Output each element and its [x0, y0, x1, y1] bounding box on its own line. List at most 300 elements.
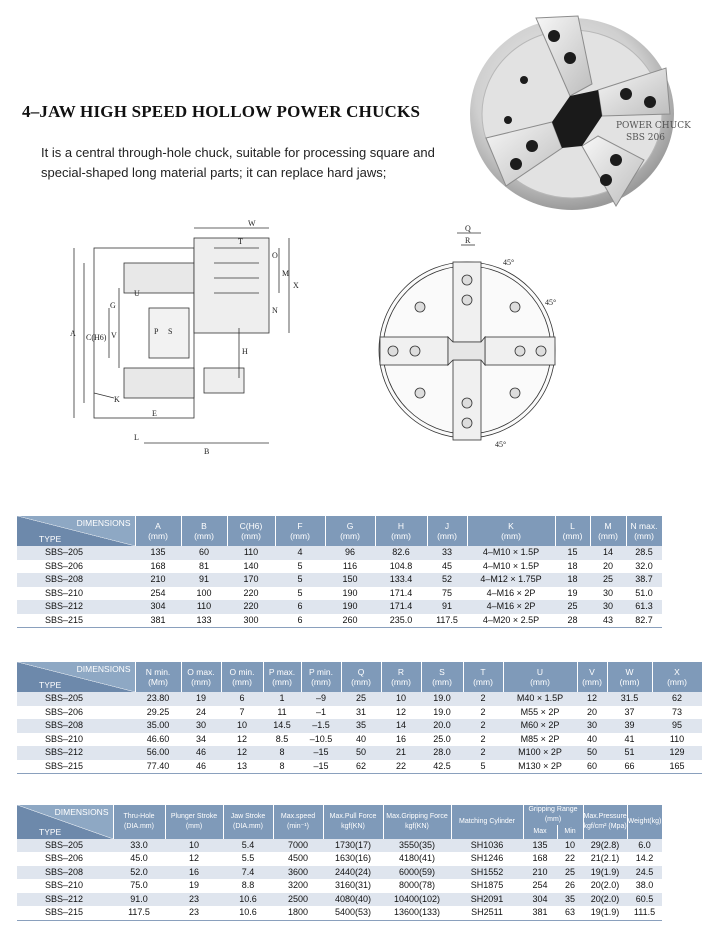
- type-cell: SBS–208: [17, 866, 113, 880]
- table-cell: 62: [341, 760, 381, 774]
- table-cell: 35.00: [135, 719, 181, 733]
- table-cell: 45.0: [113, 852, 165, 866]
- table-cell: SH1875: [451, 879, 523, 893]
- column-header: R (mm): [381, 662, 421, 692]
- table-cell: 165: [652, 760, 702, 774]
- table-cell: 254: [523, 879, 557, 893]
- angle-label: 45°: [503, 258, 515, 267]
- column-header: Matching Cylinder: [451, 805, 523, 839]
- table-cell: 235.0: [375, 614, 427, 628]
- table-cell: 10.6: [223, 893, 273, 907]
- table-cell: 117.5: [113, 906, 165, 920]
- table-cell: 29(2.8): [583, 839, 627, 853]
- table-cell: 2440(24): [323, 866, 383, 880]
- table-cell: 300: [227, 614, 275, 628]
- chuck-photo: [466, 10, 691, 216]
- table-cell: 100: [181, 587, 227, 601]
- table-cell: 14.5: [263, 719, 301, 733]
- table-cell: 8: [263, 746, 301, 760]
- spec-table-1: [17, 516, 663, 628]
- type-cell: SBS–215: [17, 614, 135, 628]
- table-cell: 14: [381, 719, 421, 733]
- table-cell: 16: [165, 866, 223, 880]
- table-cell: 4–M16 × 2P: [467, 587, 555, 601]
- table-row: [17, 893, 662, 907]
- column-header: Jaw Stroke (DIA.mm): [223, 805, 273, 839]
- table-cell: 35: [341, 719, 381, 733]
- table-row: [17, 852, 662, 866]
- type-cell: SBS–212: [17, 893, 113, 907]
- header-corner: DIMENSIONS TYPE: [17, 662, 135, 692]
- type-cell: SBS–208: [17, 573, 135, 587]
- table-cell: SH1552: [451, 866, 523, 880]
- description-line: It is a central through-hole chuck, suitable for processing square and: [41, 145, 435, 160]
- table-cell: 30: [590, 600, 626, 614]
- header-corner: DIMENSIONS TYPE: [17, 516, 135, 546]
- dim-label: N: [272, 306, 278, 315]
- type-cell: SBS–205: [17, 692, 135, 706]
- dim-label: K: [114, 395, 120, 404]
- table-row: [17, 866, 662, 880]
- column-header: G (mm): [325, 516, 375, 546]
- table-cell: SH2511: [451, 906, 523, 920]
- description-line: special-shaped long material parts; it can replace hard jaws;: [41, 165, 387, 180]
- table-cell: 2: [463, 746, 503, 760]
- column-header: Max.speed (min⁻¹): [273, 805, 323, 839]
- table-cell: 5400(53): [323, 906, 383, 920]
- table-cell: 220: [227, 600, 275, 614]
- table-cell: 3600: [273, 866, 323, 880]
- table-body: [17, 839, 662, 921]
- type-cell: SBS–212: [17, 600, 135, 614]
- column-header: P min. (mm): [301, 662, 341, 692]
- table-cell: 32.0: [626, 560, 662, 574]
- table-cell: 135: [523, 839, 557, 853]
- table-cell: 95: [652, 719, 702, 733]
- table-cell: 7: [221, 706, 263, 720]
- table-cell: 171.4: [375, 587, 427, 601]
- table-cell: 5: [275, 573, 325, 587]
- table-cell: 19.0: [421, 706, 463, 720]
- table-cell: 19.0: [421, 692, 463, 706]
- type-cell: SBS–210: [17, 587, 135, 601]
- table-row: [17, 719, 702, 733]
- column-header: X (mm): [652, 662, 702, 692]
- table-cell: 73: [652, 706, 702, 720]
- table-cell: 22: [381, 760, 421, 774]
- table-cell: 4–M16 × 2P: [467, 600, 555, 614]
- table-cell: 133.4: [375, 573, 427, 587]
- table-cell: 50: [577, 746, 607, 760]
- spec-table-3: [17, 805, 663, 921]
- dim-label: Q: [465, 224, 471, 233]
- table-cell: 8000(78): [383, 879, 451, 893]
- table-cell: 135: [135, 546, 181, 560]
- table-cell: 8.5: [263, 733, 301, 747]
- table-cell: 4–M20 × 2.5P: [467, 614, 555, 628]
- column-header: N min. (Mm): [135, 662, 181, 692]
- type-cell: SBS–206: [17, 706, 135, 720]
- table-cell: –15: [301, 746, 341, 760]
- table-cell: 33.0: [113, 839, 165, 853]
- table-cell: 110: [652, 733, 702, 747]
- table-cell: 26: [557, 879, 583, 893]
- table-cell: 10: [557, 839, 583, 853]
- table-cell: SH1036: [451, 839, 523, 853]
- column-header: F (mm): [275, 516, 325, 546]
- table-cell: 20(2.0): [583, 893, 627, 907]
- table-row: [17, 600, 662, 614]
- table-cell: 25: [555, 600, 590, 614]
- table-cell: 8: [263, 760, 301, 774]
- table-cell: 12: [221, 746, 263, 760]
- table-cell: 381: [135, 614, 181, 628]
- dim-label: M: [282, 269, 290, 278]
- table-cell: 210: [135, 573, 181, 587]
- table-cell: 190: [325, 600, 375, 614]
- column-header: V (mm): [577, 662, 607, 692]
- table-cell: 4–M10 × 1.5P: [467, 546, 555, 560]
- table-cell: 4080(40): [323, 893, 383, 907]
- table-cell: 10: [221, 719, 263, 733]
- table-cell: 12: [221, 733, 263, 747]
- table-cell: 18: [555, 560, 590, 574]
- table-cell: 16: [381, 733, 421, 747]
- table-cell: 25.0: [421, 733, 463, 747]
- side-section-drawing: [64, 218, 314, 460]
- table-cell: 260: [325, 614, 375, 628]
- table-cell: 5.4: [223, 839, 273, 853]
- table-cell: –1.5: [301, 719, 341, 733]
- table-cell: 2: [463, 692, 503, 706]
- table-cell: 1630(16): [323, 852, 383, 866]
- table-cell: 150: [325, 573, 375, 587]
- table-cell: 61.3: [626, 600, 662, 614]
- table-cell: 52: [427, 573, 467, 587]
- column-subheader: Max: [523, 825, 557, 839]
- table-row: [17, 839, 662, 853]
- column-header: H (mm): [375, 516, 427, 546]
- table-cell: 82.7: [626, 614, 662, 628]
- dim-label: T: [238, 237, 243, 246]
- front-view-drawing: [375, 225, 570, 450]
- table-cell: 171.4: [375, 600, 427, 614]
- table-row: [17, 560, 662, 574]
- type-cell: SBS–206: [17, 852, 113, 866]
- table-row: [17, 546, 662, 560]
- table-cell: 110: [227, 546, 275, 560]
- table-cell: 5: [275, 587, 325, 601]
- table-cell: 96: [325, 546, 375, 560]
- table-cell: 4500: [273, 852, 323, 866]
- table-cell: 6: [275, 600, 325, 614]
- table-cell: 75: [427, 587, 467, 601]
- table-cell: M40 × 1.5P: [503, 692, 577, 706]
- table-cell: 1800: [273, 906, 323, 920]
- table-cell: 140: [227, 560, 275, 574]
- table-cell: 5: [463, 760, 503, 774]
- table-body: [17, 546, 662, 628]
- table-cell: 129: [652, 746, 702, 760]
- table-cell: 168: [523, 852, 557, 866]
- table-cell: 50: [341, 746, 381, 760]
- dim-label: H: [242, 347, 248, 356]
- table-cell: SH2091: [451, 893, 523, 907]
- table-cell: 63: [557, 906, 583, 920]
- dim-label: E: [152, 409, 157, 418]
- table-cell: 117.5: [427, 614, 467, 628]
- column-header: Weight(kg): [627, 805, 662, 839]
- column-header: S (mm): [421, 662, 463, 692]
- dim-label: G: [110, 301, 116, 310]
- table-cell: 10: [165, 839, 223, 853]
- table-cell: 6: [221, 692, 263, 706]
- table-cell: 14.2: [627, 852, 662, 866]
- engraving-text: POWER CHUCK: [616, 121, 691, 131]
- table-cell: 28.0: [421, 746, 463, 760]
- column-header: T (mm): [463, 662, 503, 692]
- table-cell: 4–M10 × 1.5P: [467, 560, 555, 574]
- table-row: [17, 692, 702, 706]
- table-cell: 33: [427, 546, 467, 560]
- dim-label: U: [134, 289, 140, 298]
- table-cell: 10400(102): [383, 893, 451, 907]
- table-cell: 24: [181, 706, 221, 720]
- table-row: [17, 614, 662, 628]
- table-cell: 10.6: [223, 906, 273, 920]
- table-row: [17, 706, 702, 720]
- table-cell: 133: [181, 614, 227, 628]
- dim-label: R: [465, 236, 471, 245]
- table-cell: M55 × 2P: [503, 706, 577, 720]
- table-row: [17, 879, 662, 893]
- table-cell: 21(2.1): [583, 852, 627, 866]
- table-cell: 210: [523, 866, 557, 880]
- table-cell: –1: [301, 706, 341, 720]
- column-header: Max.Pull Force kgf(KN): [323, 805, 383, 839]
- angle-label: 45°: [545, 298, 557, 307]
- table-cell: 116: [325, 560, 375, 574]
- table-cell: 38.7: [626, 573, 662, 587]
- column-header: P max. (mm): [263, 662, 301, 692]
- table-cell: 22: [557, 852, 583, 866]
- table-row: [17, 587, 662, 601]
- table-cell: –15: [301, 760, 341, 774]
- table-cell: 91.0: [113, 893, 165, 907]
- table-cell: 40: [577, 733, 607, 747]
- table-cell: 6.0: [627, 839, 662, 853]
- table-cell: 3200: [273, 879, 323, 893]
- table-cell: 190: [325, 587, 375, 601]
- table-cell: 2: [463, 706, 503, 720]
- table-cell: 31: [341, 706, 381, 720]
- table-row: [17, 906, 662, 920]
- page-title: 4–JAW HIGH SPEED HOLLOW POWER CHUCKS: [22, 102, 421, 121]
- table-cell: 10: [381, 692, 421, 706]
- column-subheader: Min: [557, 825, 583, 839]
- column-header: Q (mm): [341, 662, 381, 692]
- table-cell: 14: [590, 546, 626, 560]
- table-cell: 304: [135, 600, 181, 614]
- table-cell: M85 × 2P: [503, 733, 577, 747]
- table-cell: 46.60: [135, 733, 181, 747]
- column-header: Max.Gripping Force kgf(KN): [383, 805, 451, 839]
- table-cell: 12: [165, 852, 223, 866]
- table-cell: 2: [463, 733, 503, 747]
- table-cell: 30: [181, 719, 221, 733]
- table-cell: 220: [227, 587, 275, 601]
- table-cell: 35: [557, 893, 583, 907]
- table-cell: 7000: [273, 839, 323, 853]
- table-cell: 20(2.0): [583, 879, 627, 893]
- table-cell: 19: [165, 879, 223, 893]
- table-cell: 42.5: [421, 760, 463, 774]
- table-cell: 30: [590, 587, 626, 601]
- table-cell: M130 × 2P: [503, 760, 577, 774]
- table-cell: 2500: [273, 893, 323, 907]
- table-cell: 6: [275, 614, 325, 628]
- table-cell: 75.0: [113, 879, 165, 893]
- table-cell: –9: [301, 692, 341, 706]
- type-cell: SBS–210: [17, 879, 113, 893]
- table-cell: 19: [181, 692, 221, 706]
- table-cell: 15: [555, 546, 590, 560]
- table-cell: 60.5: [627, 893, 662, 907]
- table-cell: 4: [275, 546, 325, 560]
- column-header: Gripping Range (mm): [523, 805, 583, 825]
- table-cell: 30: [577, 719, 607, 733]
- table-row: [17, 573, 662, 587]
- table-cell: 20.0: [421, 719, 463, 733]
- table-cell: 5.5: [223, 852, 273, 866]
- table-row: [17, 733, 702, 747]
- column-header: O max. (mm): [181, 662, 221, 692]
- table-cell: 111.5: [627, 906, 662, 920]
- table-cell: –10.5: [301, 733, 341, 747]
- type-cell: SBS–206: [17, 560, 135, 574]
- table-cell: 7.4: [223, 866, 273, 880]
- table-cell: 6000(59): [383, 866, 451, 880]
- column-header: M (mm): [590, 516, 626, 546]
- table-cell: 51.0: [626, 587, 662, 601]
- table-cell: SH1246: [451, 852, 523, 866]
- table-row: [17, 760, 702, 774]
- dim-label: P: [154, 327, 159, 336]
- dim-label: X: [293, 281, 299, 290]
- column-header: N max. (mm): [626, 516, 662, 546]
- table-cell: 82.6: [375, 546, 427, 560]
- table-cell: 31.5: [607, 692, 652, 706]
- column-header: L (mm): [555, 516, 590, 546]
- dim-label: O: [272, 251, 278, 260]
- type-cell: SBS–205: [17, 839, 113, 853]
- header-corner: DIMENSIONS TYPE: [17, 805, 113, 839]
- table-cell: 77.40: [135, 760, 181, 774]
- dim-label: A: [70, 329, 76, 338]
- table-cell: 170: [227, 573, 275, 587]
- description: [41, 143, 435, 183]
- dim-label: S: [168, 327, 173, 336]
- angle-label: 45°: [495, 440, 507, 449]
- table-cell: 24.5: [627, 866, 662, 880]
- table-cell: 25: [557, 866, 583, 880]
- table-cell: 19: [555, 587, 590, 601]
- table-cell: 38.0: [627, 879, 662, 893]
- table-cell: 23.80: [135, 692, 181, 706]
- table-cell: 28: [555, 614, 590, 628]
- table-cell: 62: [652, 692, 702, 706]
- table-cell: M100 × 2P: [503, 746, 577, 760]
- table-cell: 40: [341, 733, 381, 747]
- table-cell: 43: [590, 614, 626, 628]
- column-header: Thru-Hole (DIA.mm): [113, 805, 165, 839]
- table-cell: 1730(17): [323, 839, 383, 853]
- table-row: [17, 746, 702, 760]
- dim-label: C(H6): [86, 333, 107, 342]
- type-cell: SBS–215: [17, 760, 135, 774]
- column-header: U (mm): [503, 662, 577, 692]
- table-cell: 1: [263, 692, 301, 706]
- column-header: O min. (mm): [221, 662, 263, 692]
- table-cell: 37: [607, 706, 652, 720]
- table-cell: 45: [427, 560, 467, 574]
- table-cell: 254: [135, 587, 181, 601]
- table-cell: 3160(31): [323, 879, 383, 893]
- table-cell: 381: [523, 906, 557, 920]
- table-cell: 11: [263, 706, 301, 720]
- table-cell: 66: [607, 760, 652, 774]
- table-cell: 46: [181, 760, 221, 774]
- type-cell: SBS–215: [17, 906, 113, 920]
- column-header: A (mm): [135, 516, 181, 546]
- table-body: [17, 692, 702, 774]
- table-cell: 91: [427, 600, 467, 614]
- spec-table-2: [17, 662, 703, 774]
- dim-label: B: [204, 447, 210, 456]
- table-cell: 21: [381, 746, 421, 760]
- dim-label: L: [134, 433, 139, 442]
- table-cell: 60: [577, 760, 607, 774]
- dim-label: V: [111, 331, 117, 340]
- table-cell: 2: [463, 719, 503, 733]
- table-cell: 5: [275, 560, 325, 574]
- table-cell: 28.5: [626, 546, 662, 560]
- table-cell: 39: [607, 719, 652, 733]
- table-cell: 3550(35): [383, 839, 451, 853]
- table-cell: 304: [523, 893, 557, 907]
- table-cell: 12: [381, 706, 421, 720]
- table-cell: 81: [181, 560, 227, 574]
- type-cell: SBS–210: [17, 733, 135, 747]
- table-cell: 34: [181, 733, 221, 747]
- table-cell: 4–M12 × 1.75P: [467, 573, 555, 587]
- table-cell: 56.00: [135, 746, 181, 760]
- table-cell: 51: [607, 746, 652, 760]
- column-header: B (mm): [181, 516, 227, 546]
- table-cell: 110: [181, 600, 227, 614]
- table-cell: 19(1.9): [583, 906, 627, 920]
- table-cell: 18: [555, 573, 590, 587]
- column-header: W (mm): [607, 662, 652, 692]
- table-cell: 91: [181, 573, 227, 587]
- table-cell: 25: [341, 692, 381, 706]
- dim-label: W: [248, 219, 256, 228]
- table-cell: 12: [577, 692, 607, 706]
- column-header: J (mm): [427, 516, 467, 546]
- column-header: C(H6) (mm): [227, 516, 275, 546]
- column-header: K (mm): [467, 516, 555, 546]
- table-cell: 19(1.9): [583, 866, 627, 880]
